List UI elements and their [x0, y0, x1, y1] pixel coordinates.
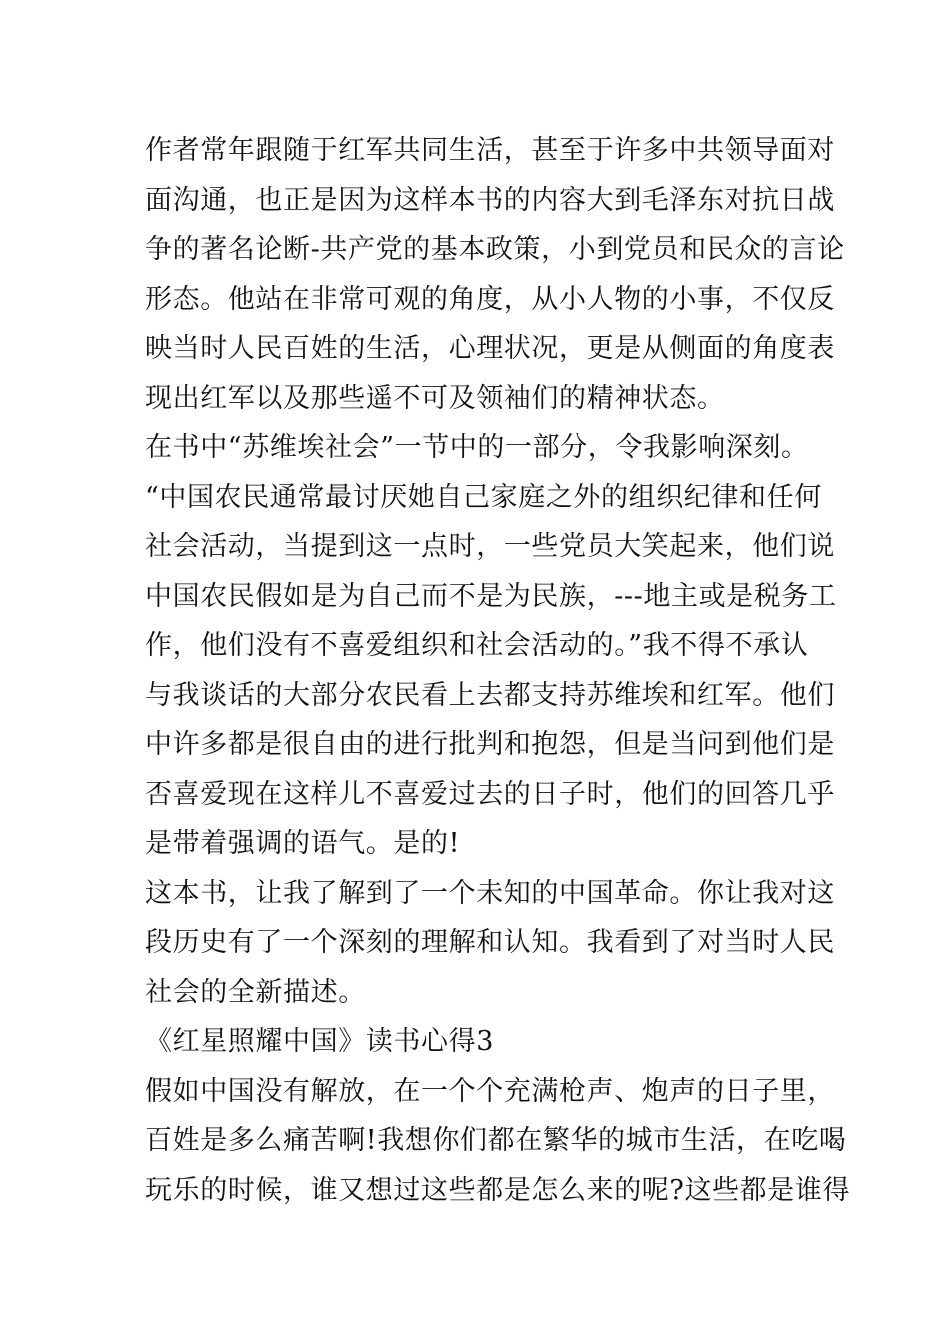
text-line: 社会的全新描述。	[145, 976, 366, 1008]
text-line: 段历史有了一个深刻的理解和认知。我看到了对当时人民	[145, 927, 835, 958]
text-line: 争的著名论断-共产党的基本政策，小到党员和民众的言论	[145, 234, 845, 265]
text-line: 中许多都是很自由的进行批判和抱怨，但是当问到他们是	[145, 729, 835, 760]
text-line: 百姓是多么痛苦啊!我想你们都在繁华的城市生活，在吃喝	[145, 1125, 847, 1156]
text-line: 现出红军以及那些遥不可及领袖们的精神状态。	[145, 382, 725, 414]
text-line: 在书中“苏维埃社会”一节中的一部分，令我影响深刻。	[145, 432, 809, 463]
text-line: 中国农民假如是为自己而不是为民族，---地主或是税务工	[145, 580, 837, 612]
text-line: 面沟通，也正是因为这样本书的内容大到毛泽东对抗日战	[145, 184, 835, 216]
section-heading: 《红星照耀中国》读书心得3	[145, 1026, 494, 1057]
text-line: 社会活动，当提到这一点时，一些党员大笑起来，他们说	[145, 531, 835, 562]
text-line: 否喜爱现在这样儿不喜爱过去的日子时，他们的回答几乎	[145, 778, 835, 810]
text-line: 作，他们没有不喜爱组织和社会活动的。”我不得不承认	[145, 630, 809, 661]
document-body	[145, 126, 851, 1215]
text-line: 这本书，让我了解到了一个未知的中国革命。你让我对这	[145, 877, 835, 909]
text-line: “中国农民通常最讨厌她自己家庭之外的组织纪律和任何	[145, 481, 822, 513]
text-line: 假如中国没有解放，在一个个充满枪声、炮声的日子里，	[145, 1075, 835, 1107]
text-line: 形态。他站在非常可观的角度，从小人物的小事，不仅反	[145, 283, 835, 315]
text-line: 与我谈话的大部分农民看上去都支持苏维埃和红军。他们	[145, 679, 835, 711]
text-line: 是带着强调的语气。是的!	[145, 828, 461, 859]
text-line: 映当时人民百姓的生活，心理状况，更是从侧面的角度表	[145, 333, 835, 364]
text-line: 作者常年跟随于红军共同生活，甚至于许多中共领导面对	[145, 135, 835, 166]
text-line: 玩乐的时候，谁又想过这些都是怎么来的呢?这些都是谁得	[145, 1174, 851, 1206]
